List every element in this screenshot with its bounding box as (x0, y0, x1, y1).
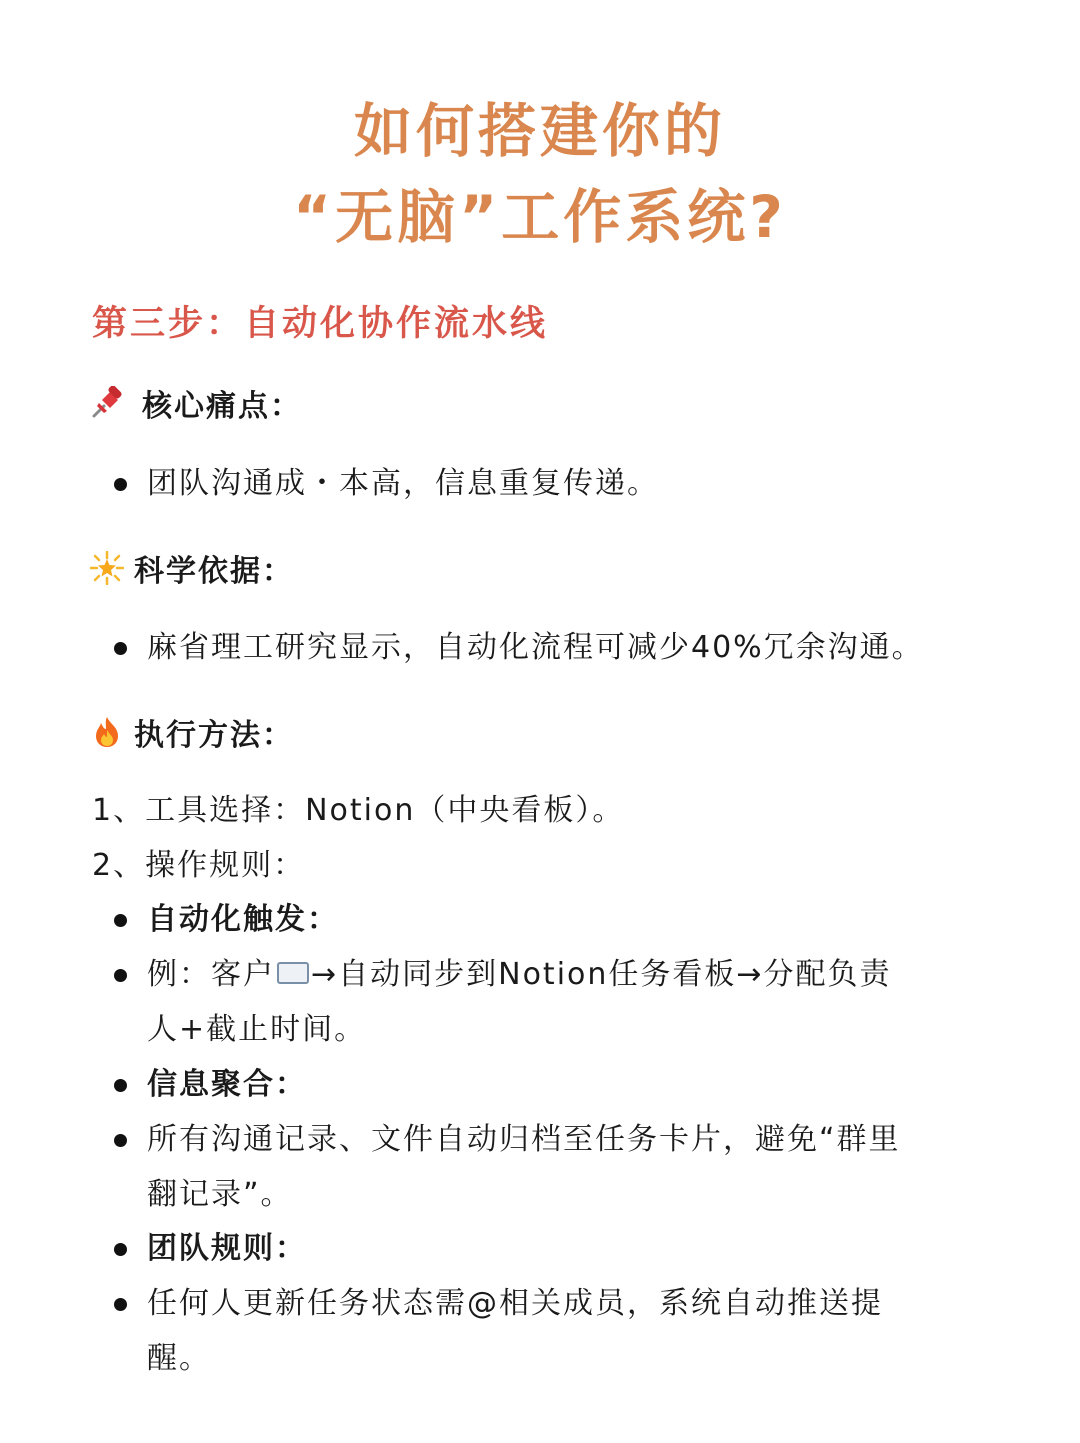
rule-auto-prefix: 例：客户 (147, 957, 275, 992)
method-section-heading (90, 710, 294, 754)
pushpin-icon (90, 386, 124, 420)
rule-auto-line1 (147, 948, 892, 1002)
step-heading: 第三步：自动化协作流水线 (92, 304, 549, 344)
bullet-dot (114, 1243, 127, 1256)
bullet-dot (114, 914, 127, 927)
page-title-line2: “无脑”工作系统? (293, 183, 787, 251)
rule-auto-suffix: →自动同步到Notion任务看板→分配负责 (311, 957, 892, 992)
bullet-dot (114, 969, 127, 982)
bullet-dot (114, 478, 127, 491)
star-icon (90, 551, 124, 585)
rule-team-line1: 任何人更新任务状态需@相关成员，系统自动推送提 (147, 1286, 883, 1321)
pain-section-heading (90, 381, 302, 425)
envelope-icon (277, 962, 309, 984)
bullet-dot (114, 642, 127, 655)
pain-item: 团队沟通成・本高，信息重复传递。 (147, 466, 659, 501)
science-section-heading (90, 546, 294, 590)
fire-icon (90, 715, 124, 749)
rule-info-heading: 信息聚合： (147, 1067, 307, 1102)
bullet-dot (114, 1134, 127, 1147)
rule-info-line1: 所有沟通记录、文件自动归档至任务卡片，避免“群里 (147, 1122, 901, 1157)
pain-heading-text: 核心痛点： (142, 389, 302, 424)
method-step-1: 1、工具选择：Notion（中央看板）。 (92, 793, 625, 828)
rule-info-line2: 翻记录”。 (147, 1177, 293, 1212)
rule-team-line2: 醒。 (147, 1341, 211, 1376)
rule-team-heading: 团队规则： (147, 1231, 307, 1266)
page-title-line1: 如何搭建你的 (353, 97, 726, 165)
rule-auto-heading: 自动化触发： (147, 902, 339, 937)
science-item: 麻省理工研究显示，自动化流程可减少40%冗余沟通。 (147, 630, 924, 665)
method-heading-text: 执行方法： (134, 718, 294, 753)
method-step-2: 2、操作规则： (92, 848, 306, 883)
science-heading-text: 科学依据： (134, 554, 294, 589)
bullet-dot (114, 1079, 127, 1092)
bullet-dot (114, 1298, 127, 1311)
rule-auto-line2: 人+截止时间。 (147, 1012, 367, 1047)
